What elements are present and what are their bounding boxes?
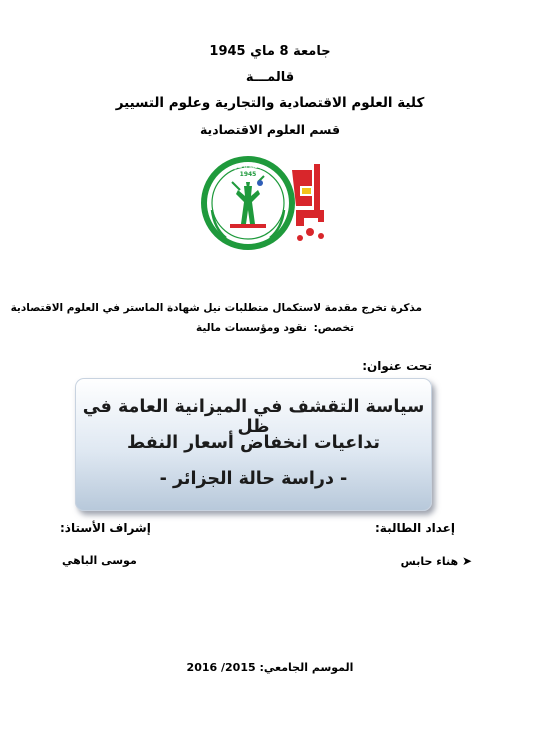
thesis-title-line-3: - دراسة حالة الجزائر - — [159, 469, 348, 489]
faculty-name: كلية العلوم الاقتصادية والتجارية وعلوم التسيير — [115, 95, 425, 111]
city-name: قالمـــة — [245, 70, 295, 85]
thesis-title-line-2: تداعيات انخفاض أسعار النفط — [127, 433, 380, 453]
thesis-title-line-1: سياسة التقشف في الميزانية العامة في ظل — [82, 397, 425, 437]
department-name: قسم العلوم الاقتصادية — [199, 122, 341, 137]
student-name: هناء حابس — [400, 555, 459, 568]
university-name: جامعة 8 ماي 1945 — [209, 44, 331, 59]
university-seal-icon — [200, 152, 328, 254]
supervisor-name: موسى الباهي — [62, 554, 137, 567]
specialty-line — [196, 322, 354, 334]
academic-year: الموسم الجامعي: 2015/ 2016 — [186, 661, 354, 674]
specialty-label: تخصص: — [313, 322, 354, 334]
student-entry — [401, 554, 472, 568]
seal-year-text: 1945 — [239, 171, 257, 178]
memo-statement: مذكرة تخرج مقدمة لاستكمال متطلبات نيل شهادة الماستر في العلوم الاقتصادية — [10, 302, 422, 314]
seal-banner-text: جامعة 8 ماي — [233, 164, 263, 170]
prepared-by-label: إعداد الطالبة: — [375, 521, 455, 535]
arrow-bullet-icon: ➤ — [461, 554, 472, 568]
thesis-title-box — [75, 378, 432, 511]
under-title-label: تحت عنوان: — [362, 359, 432, 373]
specialty-value: نقود ومؤسسات مالية — [196, 322, 307, 334]
supervised-by-label: إشراف الأستاذ: — [60, 521, 151, 535]
